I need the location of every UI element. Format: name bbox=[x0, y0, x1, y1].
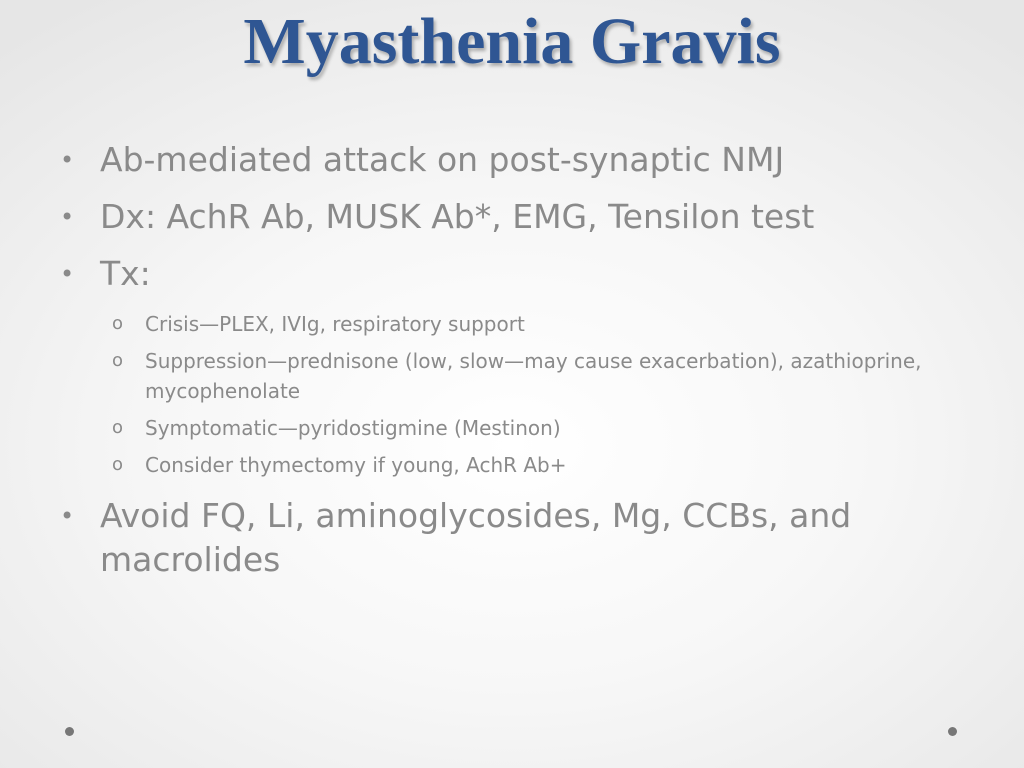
hollow-bullet-icon: o bbox=[112, 350, 124, 371]
bullet-dot-icon: • bbox=[60, 146, 75, 174]
sub-bullet-item bbox=[58, 413, 958, 443]
bullet-text: Tx: bbox=[100, 254, 151, 293]
sub-bullet-item bbox=[58, 309, 958, 339]
bullet-text: Dx: AchR Ab, MUSK Ab*, EMG, Tensilon test bbox=[100, 197, 815, 236]
hollow-bullet-icon: o bbox=[112, 417, 124, 438]
hollow-bullet-icon: o bbox=[112, 313, 124, 334]
sub-bullet-item bbox=[58, 346, 958, 406]
sub-bullet-list bbox=[58, 309, 958, 480]
corner-dot-left-icon bbox=[65, 727, 74, 736]
bullet-dot-icon: • bbox=[60, 260, 75, 288]
bullet-item bbox=[58, 494, 958, 582]
corner-dot-right-icon bbox=[948, 727, 957, 736]
sub-list-container bbox=[58, 309, 958, 480]
sub-bullet-text: Consider thymectomy if young, AchR Ab+ bbox=[145, 453, 567, 477]
bullet-list bbox=[58, 138, 958, 595]
sub-bullet-text: Suppression—prednisone (low, slow—may cause exacerbation), azathioprine, mycophenolate bbox=[145, 349, 922, 403]
bullet-item bbox=[58, 138, 958, 182]
bullet-text: Avoid FQ, Li, aminoglycosides, Mg, CCBs, and macrolides bbox=[100, 496, 852, 579]
bullet-item bbox=[58, 195, 958, 239]
hollow-bullet-icon: o bbox=[112, 454, 124, 475]
sub-bullet-text: Symptomatic—pyridostigmine (Mestinon) bbox=[145, 416, 561, 440]
sub-bullet-item bbox=[58, 450, 958, 480]
slide-title: Myasthenia Gravis bbox=[243, 5, 781, 78]
bullet-dot-icon: • bbox=[60, 203, 75, 231]
bullet-text: Ab-mediated attack on post-synaptic NMJ bbox=[100, 140, 785, 179]
bullet-dot-icon: • bbox=[60, 502, 75, 530]
bullet-item bbox=[58, 252, 958, 296]
sub-bullet-text: Crisis—PLEX, IVIg, respiratory support bbox=[145, 312, 525, 336]
